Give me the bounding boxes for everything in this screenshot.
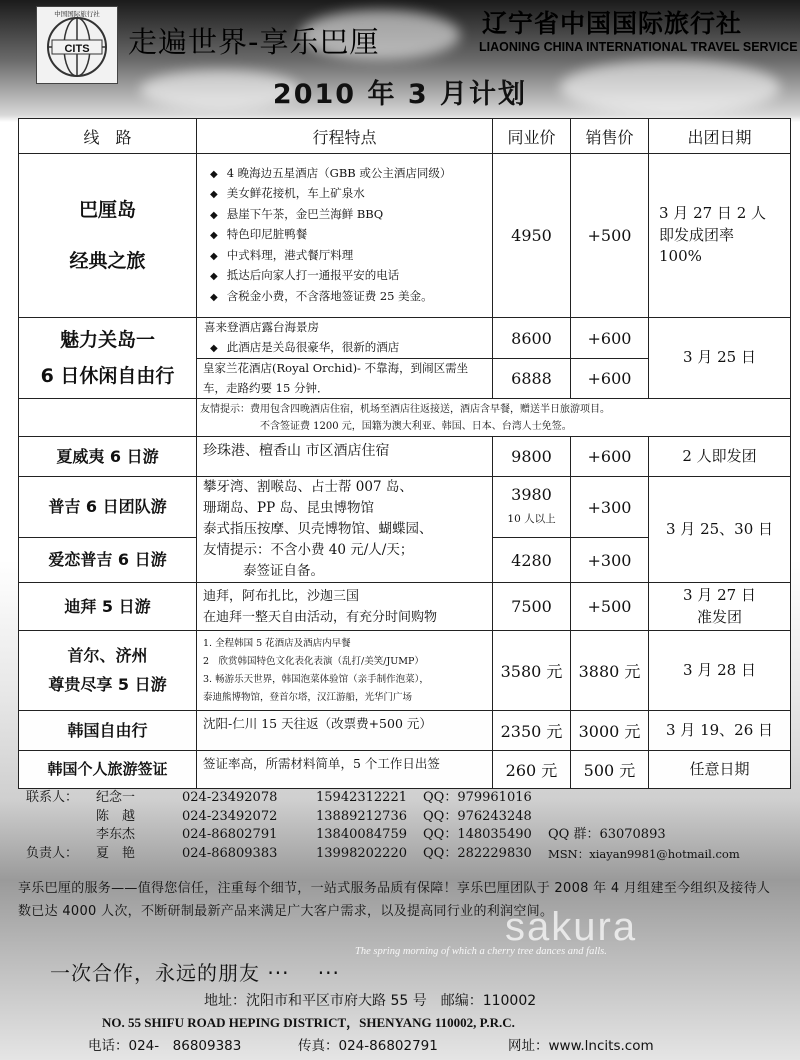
contact-qq: QQ：148035490 [423, 827, 532, 843]
header-features: 行程特点 [197, 119, 493, 154]
contact-qq: QQ：282229830 [423, 845, 532, 861]
table-row [19, 437, 791, 477]
route-name: 韩国自由行 [19, 711, 197, 751]
departure-date: 3 月 28 日 [649, 631, 791, 711]
route-name: 经典之旅 [69, 249, 146, 272]
table-row [19, 711, 791, 751]
feature-item: 攀牙湾、割喉岛、占士帮 007 岛、 [203, 479, 413, 495]
tip-text: 不含签证费 1200 元，国籍为澳大利亚、韩国、日本、台湾人士免签。 [260, 420, 572, 432]
route-name: 夏威夷 6 日游 [19, 437, 197, 477]
contact-name: 纪念一 [96, 790, 136, 805]
feature-item: 珊瑚岛、PP 岛、昆虫博物馆 [203, 500, 374, 516]
route-name: 韩国个人旅游签证 [19, 751, 197, 789]
features-cell: 签证率高，所需材料简单，5 个工作日出签 [197, 751, 493, 789]
features-cell [197, 154, 493, 318]
contact-tel: 024-23492072 [182, 808, 278, 824]
departure-date-note: 准发团 [696, 607, 742, 626]
features-cell [197, 318, 493, 359]
route-name: 巴厘岛 [78, 199, 136, 222]
feature-item: ◆ 此酒店是关岛很豪华，很新的酒店 [210, 338, 489, 359]
trade-price: 3580 元 [493, 631, 571, 711]
route-name: 魅力关岛一 [59, 328, 155, 351]
contact-row [18, 789, 790, 808]
feature-item: 泰式指压按摩、贝壳博物馆、蝴蝶园、 [203, 521, 433, 537]
address-cn: 地址：沈阳市和平区市府大路 55 号 邮编：110002 [204, 993, 537, 1009]
header-sale-price: 销售价 [571, 119, 649, 154]
address-en: NO. 55 SHIFU ROAD HEPING DISTRICT，SHENYANG 110002, P.R.C. [102, 1015, 515, 1030]
feature-item: 迪拜，阿布扎比，沙迦三国 [203, 588, 360, 604]
departure-date: 3 月 19、26 日 [649, 711, 791, 751]
slogan: 走遍世界-享乐巴厘 [128, 25, 380, 59]
sale-price: 3880 元 [571, 631, 649, 711]
feature-item: 1. 全程韩国 5 花酒店及酒店内早餐 [203, 637, 351, 649]
motto: 一次合作，永远的朋友 ··· ··· [50, 961, 340, 985]
trade-price: 3980 [511, 485, 552, 505]
header-departure-date: 出团日期 [649, 119, 791, 154]
route-name: 尊贵尽享 5 日游 [48, 674, 167, 694]
tip-text: 泰签证自备。 [243, 563, 324, 579]
feature-item: ◆ 含税金小费，不含落地签证费 25 美金。 [210, 287, 489, 308]
contact-name: 李东杰 [96, 827, 136, 843]
feature-item: ◆ 悬崖下午茶，金巴兰海鲜 BBQ [210, 205, 489, 226]
sale-price: +300 [571, 477, 649, 538]
trade-price: 2350 元 [493, 711, 571, 751]
sale-price: 500 元 [571, 751, 649, 789]
plan-title: 2010 年 3 月计划 [272, 79, 528, 110]
empty-cell [19, 399, 197, 437]
sale-price: +600 [571, 359, 649, 399]
route-cell [19, 154, 197, 318]
footer-phone: 电话：024- 86809383 [88, 1038, 242, 1054]
route-name: 6 日休闲自由行 [40, 365, 175, 387]
contact-name: 夏 艳 [96, 845, 136, 861]
manager-label: 负责人： [26, 845, 79, 861]
header-trade-price: 同业价 [493, 119, 571, 154]
background-sakura-subtext: The spring morning of which a cherry tree dances and falls. [355, 946, 607, 957]
trade-price: 260 元 [493, 751, 571, 789]
feature-item: ◆ 抵达后向家人打一通报平安的电话 [210, 266, 489, 287]
contact-mobile: 13889212736 [316, 808, 407, 824]
itinerary-table [18, 118, 791, 789]
departure-date-cell [649, 583, 791, 631]
departure-date: 任意日期 [649, 751, 791, 789]
sale-price: +500 [571, 154, 649, 318]
trade-price: 4280 [493, 538, 571, 583]
tip-cell [197, 399, 791, 437]
table-row [19, 399, 791, 437]
departure-date: 3 月 25、30 日 [649, 477, 791, 583]
table-row [19, 751, 791, 789]
company-name-cn: 辽宁省中国国际旅行社 [482, 9, 743, 38]
feature-item: ◆ 美女鲜花接机，车上矿泉水 [210, 184, 489, 205]
tip-text: 友情提示：费用包含四晚酒店住宿，机场至酒店往返接送，酒店含早餐，赠送半日旅游项目。 [200, 403, 610, 415]
contact-mobile: 15942312221 [316, 790, 407, 805]
feature-item: 泰迪熊博物馆，登首尔塔，汉江游船，光华门广场 [203, 691, 413, 703]
trade-price: 9800 [493, 437, 571, 477]
contact-qq: QQ：976243248 [423, 808, 532, 824]
trade-price: 7500 [493, 583, 571, 631]
trade-price: 6888 [493, 359, 571, 399]
trade-price: 8600 [493, 318, 571, 359]
promo-paragraph: 享乐巴厘的服务——值得您信任，注重每个细节，一站式服务品质有保障！享乐巴厘团队于 2008 年 4 月组建至今组织及接待人数已达 4000 人次，不断研制最新产品来满足广大客户需求，以及提高同行业的利润空间。 [18, 881, 771, 919]
route-name: 首尔、济州 [67, 645, 148, 665]
trade-price-cell [493, 477, 571, 538]
features-cell [197, 477, 493, 583]
contact-row [18, 808, 790, 827]
sale-price: +500 [571, 583, 649, 631]
route-cell [19, 318, 197, 399]
features-cell [197, 631, 493, 711]
departure-date: 3 月 27 日 [683, 585, 756, 604]
features-cell: 沈阳-仁川 15 天往返（改票费+500 元） [197, 711, 493, 751]
sale-price: +600 [571, 437, 649, 477]
departure-date: 3 月 27 日 2 人即发成团率 100% [649, 154, 791, 318]
tip-text: 友情提示：不含小费 40 元/人/天； [203, 542, 414, 558]
contact-extra: MSN：xiayan9981@hotmail.com [548, 846, 740, 861]
route-name: 迪拜 5 日游 [19, 583, 197, 631]
contact-mobile: 13998202220 [316, 845, 407, 861]
logo-text: CITS [64, 43, 90, 55]
table-row [19, 477, 791, 538]
footer-fax: 传真：024-86802791 [298, 1038, 438, 1054]
contact-row [18, 845, 790, 864]
trade-price: 4950 [493, 154, 571, 318]
table-row [19, 583, 791, 631]
route-cell [19, 631, 197, 711]
table-row [19, 318, 791, 359]
sale-price: +600 [571, 318, 649, 359]
table-header-row [19, 119, 791, 154]
contact-name: 陈 越 [96, 808, 136, 824]
contact-tel: 024-86802791 [182, 827, 278, 843]
contact-tel: 024-23492078 [182, 790, 278, 805]
company-name-en: LIAONING CHINA INTERNATIONAL TRAVEL SERVICE [479, 40, 798, 54]
logo-top-text: 中国国际旅行社 [54, 10, 100, 18]
contact-label: 联系人： [26, 790, 79, 805]
feature-item: ◆ 中式料理，港式餐厅料理 [210, 246, 489, 267]
route-name: 爱恋普吉 6 日游 [19, 538, 197, 583]
departure-date: 2 人即发团 [649, 437, 791, 477]
feature-item: 3. 畅游乐天世界，韩国泡菜体验馆（亲手制作泡菜）， [203, 673, 429, 685]
sale-price: 3000 元 [571, 711, 649, 751]
feature-item: 2 欣赏韩国特色文化表化表演（乱打/美笑/JUMP） [203, 655, 424, 667]
sale-price: +300 [571, 538, 649, 583]
feature-item: ◆ 特色印尼脏鸭餐 [210, 225, 489, 246]
features-cell: 珍珠港、檀香山 市区酒店住宿 [197, 437, 493, 477]
departure-date: 3 月 25 日 [649, 318, 791, 399]
table-row [19, 631, 791, 711]
header-route: 线 路 [19, 119, 197, 154]
feature-item: ◆ 4 晚海边五星酒店（GBB 或公主酒店同级） [210, 164, 489, 185]
contacts-section [18, 789, 790, 863]
contact-mobile: 13840084759 [316, 827, 407, 843]
contact-row [18, 826, 790, 845]
table-row [19, 154, 791, 318]
feature-item: 喜来登酒店露台海景房 [204, 320, 319, 334]
contact-extra: QQ 群：63070893 [548, 827, 666, 843]
contact-qq: QQ：979961016 [423, 790, 532, 805]
feature-item: 在迪拜一整天自由活动，有充分时间购物 [203, 609, 438, 625]
trade-price-note: 10 人以上 [507, 513, 556, 526]
feature-item: 皇家兰花酒店(Royal Orchid)- 不靠海，到闹区需坐车，走路约要 15 分钟． [197, 359, 493, 399]
route-name: 普吉 6 日团队游 [19, 477, 197, 538]
contact-tel: 024-86809383 [182, 845, 278, 861]
features-cell [197, 583, 493, 631]
background-sakura-text: sakura [505, 905, 638, 949]
footer-website[interactable]: 网址：www.lncits.com [508, 1038, 654, 1054]
